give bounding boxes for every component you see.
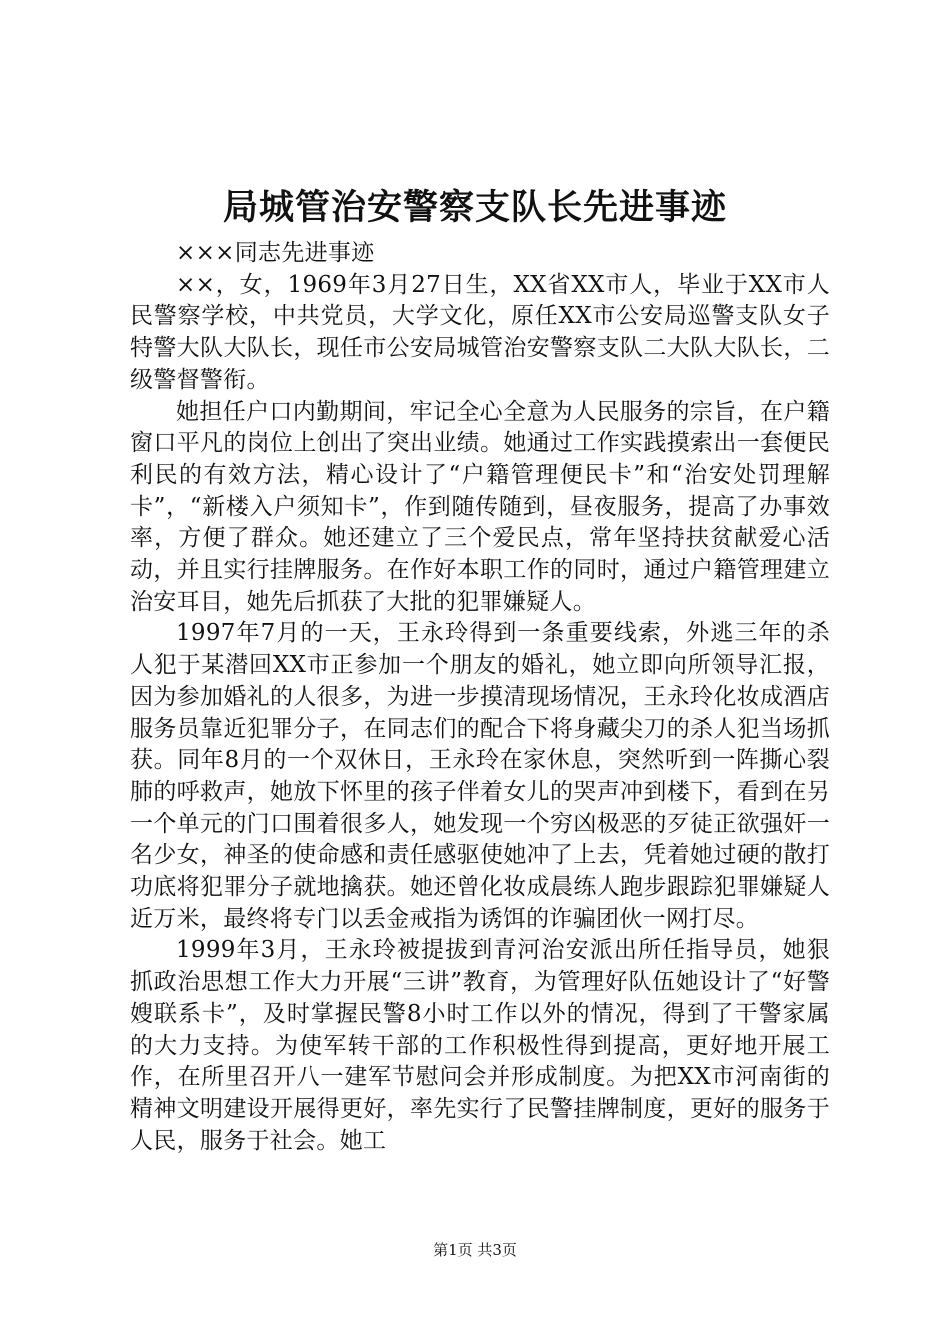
subtitle-paragraph: ×××同志先进事迹: [176, 240, 375, 266]
household-registration-paragraph: 她担任户口内勤期间，牢记全心全意为人民服务的宗旨，在户籍窗口平凡的岗位上创出了突出业绩。她通过工作实践摸索出一套便民利民的有效方法，精心设计了“户籍管理便民卡”和“治安处罚理解卡”，“新楼入户须知卡”，作到随传随到，昼夜服务，提高了办事效率，方便了群众。她还建立了三个爱民点，常年坚持扶贫献爱心活动，并且实行挂牌服务。在作好本职工作的同时，通过户籍管理建立治安耳目，她先后抓获了大批的犯罪嫌疑人。: [130, 398, 830, 615]
intro-paragraph: ××，女，1969年3月27日生，XX省XX市人，毕业于XX市人民警察学校，中共党员，大学文化，原任XX市公安局巡警支队女子特警大队大队长，现任市公安局城管治安警察支队二大队大队长，二级警督警衔。: [130, 271, 830, 393]
arrest-story-paragraph: 1997年7月的一天，王永玲得到一条重要线索，外逃三年的杀人犯于某潜回XX市正参加一个朋友的婚礼，她立即向所领导汇报，因为参加婚礼的人很多，为进一步摸清现场情况，王永玲化妆成酒店服务员靠近犯罪分子，在同志们的配合下将身藏尖刀的杀人犯当场抓获。同年8月的一个双休日，王永玲在家休息，突然听到一阵撕心裂肺的呼救声，她放下怀里的孩子伴着女儿的哭声冲到楼下，看到在另一个单元的门口围着很多人，她发现一个穷凶极恶的歹徒正欲强奸一名少女，神圣的使命感和责任感驱使她冲了上去，凭着她过硬的散打功底将犯罪分子就地擒获。她还曾化妆成晨练人跑步跟踪犯罪嫌疑人近万米，最终将专门以丢金戒指为诱饵的诈骗团伙一网打尽。: [130, 620, 830, 932]
promotion-paragraph: 1999年3月，王永玲被提拔到青河治安派出所任指导员，她狠抓政治思想工作大力开展“三讲”教育，为管理好队伍她设计了“好警嫂联系卡”，及时掌握民警8小时工作以外的情况，得到了干警家属的大力支持。为使军转干部的工作积极性得到提高，更好地开展工作，在所里召开八一建军节慰问会并形成制度。为把XX市河南街的精神文明建设开展得更好，率先实行了民警挂牌制度，更好的服务于人民，服务于社会。她工: [130, 937, 830, 1154]
document-title: 局城管治安警察支队长先进事迹: [222, 187, 727, 228]
page-number-footer: 第1页 共3页: [433, 1241, 517, 1259]
document-body: [130, 238, 830, 1157]
